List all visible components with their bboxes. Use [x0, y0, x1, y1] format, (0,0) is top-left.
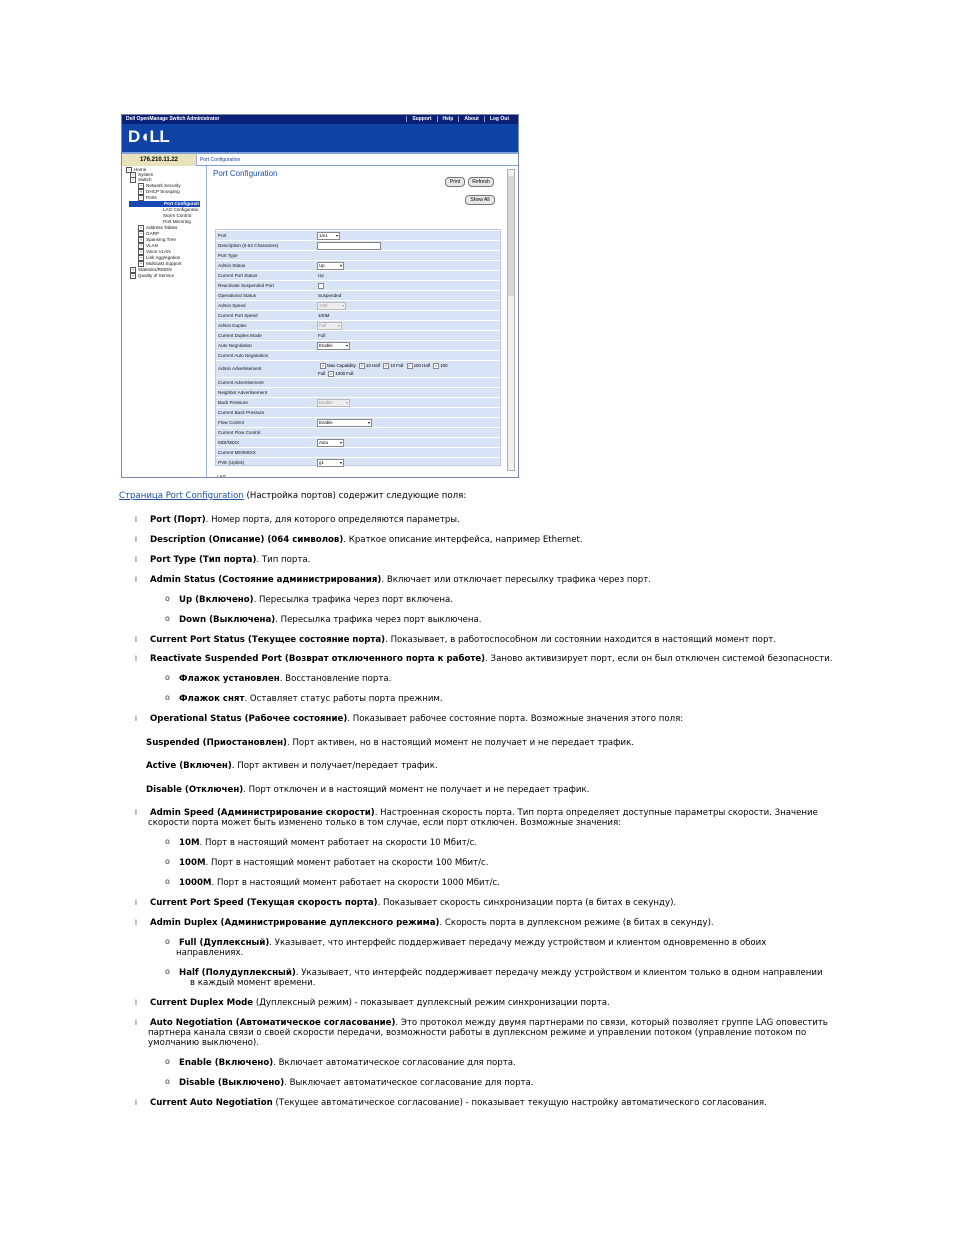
tree-item-switch[interactable]: − Switch [131, 177, 152, 182]
bullet-icon: l [135, 919, 137, 927]
tree-item-network-security[interactable]: + Network Security [139, 183, 181, 188]
check-icon[interactable]: ✓ [407, 362, 412, 368]
item-operational-status: Operational Status (Рабочее состояние). Показывает рабочее состояние порта. Возможные значения этого поля: [150, 714, 684, 724]
dell-logo: D◖LL [128, 127, 170, 146]
item-current-duplex-mode: Current Duplex Mode (Дуплексный режим) - показывает дуплексный режим синхронизации порта. [150, 998, 610, 1008]
form-row-current-flow-control: Current Flow Control [216, 427, 500, 438]
item-down: Down (Выключена). Пересылка трафика через порт выключена. [179, 615, 482, 625]
app-title: Dell OpenManage Switch Administrator [126, 116, 220, 122]
item-auto-negotiation-cont: партнера канала связи о своей скорости передачи, возможности работы в дуплексном режиме и управлении потоком (управление потоком по [148, 1028, 807, 1038]
scrollbar-thumb[interactable] [508, 176, 514, 296]
item-admin-duplex: Admin Duplex (Администрирование дуплексного режима). Скорость порта в дуплексном режиме (в битах в секунду). [150, 918, 714, 928]
tree-item-statistics-rmon[interactable]: + Statistics/RMON [131, 267, 172, 272]
tree-item-storm-control[interactable]: Storm Control [163, 213, 192, 218]
print-button[interactable]: Print [445, 177, 465, 187]
item-current-port-speed: Current Port Speed (Текущая скорость порта). Показывает скорость синхронизации порта (в битах в секунду). [150, 898, 677, 908]
switch-ui-screenshot [121, 114, 519, 478]
check-icon[interactable]: ✓ [434, 362, 438, 368]
form-row-current-port-status: Current Port Status Up [216, 270, 500, 281]
description-input[interactable] [317, 242, 381, 250]
item-10m: 10M. Порт в настоящий момент работает на скорости 10 Мбит/с. [179, 838, 478, 848]
bullet-icon: l [135, 715, 137, 723]
bullet-icon: o [165, 877, 170, 886]
check-icon[interactable]: ✓ [321, 362, 325, 368]
item-full-cont: направлениях. [176, 948, 244, 958]
bullet-icon: l [135, 636, 137, 644]
help-link[interactable]: Help [437, 116, 459, 122]
form-row-current-duplex-mode: Current Duplex Mode Full [216, 330, 500, 341]
bullet-icon: l [135, 809, 137, 817]
tree-item-address-tables[interactable]: + Address Tables [139, 225, 178, 230]
item-reactivate: Reactivate Suspended Port (Возврат отключенного порта к работе). Заново активизирует порт, если он был отключен системой безопасности. [150, 654, 833, 664]
bullet-icon: o [165, 937, 170, 946]
form-row-reactivate: Reactivate Suspended Port [216, 280, 500, 291]
advertisement-options: ✓ Max Capability ✓ 10 Half ✓ 10 Full ✓ 100 Half ✓ 100 Full ✓ 1000 Full [318, 362, 448, 376]
reactivate-checkbox[interactable] [318, 283, 324, 289]
port-select[interactable]: 1/e1 ▾ [317, 232, 340, 240]
tree-item-voice-vlan[interactable]: + Voice VLAN [139, 249, 171, 254]
form-row-operational-status: Operational Status Suspended [216, 290, 500, 301]
logo-band [122, 124, 518, 152]
expand-icon: + [139, 262, 143, 266]
expand-icon: + [139, 256, 143, 260]
item-up: Up (Включено). Пересылка трафика через порт включена. [179, 595, 454, 605]
item-1000m: 1000M. Порт в настоящий момент работает на скорости 1000 Мбит/с. [179, 878, 500, 888]
check-icon[interactable]: ✓ [360, 362, 364, 368]
bullet-icon: o [165, 614, 170, 623]
item-description: Description (Описание) (064 символов). Краткое описание интерфейса, например Ethernet. [150, 535, 583, 545]
tree-item-ports[interactable]: − Ports [139, 195, 157, 200]
expand-icon: + [139, 190, 143, 194]
bullet-icon: o [165, 693, 170, 702]
item-port-type: Port Type (Тип порта). Тип порта. [150, 555, 311, 565]
intro-paragraph: Страница Port Configuration (Настройка портов) содержит следующие поля: [119, 491, 467, 501]
form-row-current-port-speed: Current Port Speed 100M [216, 310, 500, 321]
bullet-icon: l [135, 655, 137, 663]
about-link[interactable]: About [458, 116, 483, 122]
item-flag-clear: Флажок снят. Оставляет статус работы порта прежним. [179, 694, 443, 704]
scrollbar[interactable] [507, 169, 515, 471]
support-link[interactable]: Support [406, 116, 436, 122]
tree-item-port-mirroring[interactable]: Port Mirroring [163, 219, 191, 224]
admin-duplex-select[interactable]: Full ▾ [317, 322, 342, 330]
bullet-icon: o [165, 1077, 170, 1086]
expand-icon: + [139, 184, 143, 188]
tree-item-dhcp-snooping[interactable]: + DHCP Snooping [139, 189, 180, 194]
expand-icon: + [139, 244, 143, 248]
form-row-back-pressure: Back Pressure Enable ▾ [216, 397, 500, 408]
collapse-icon: − [131, 178, 135, 182]
bullet-icon: l [135, 1099, 137, 1107]
form-row-current-advertisement: Current Advertisement [216, 377, 500, 388]
back-pressure-select[interactable]: Enable ▾ [317, 399, 350, 407]
bullet-icon: o [165, 857, 170, 866]
ip-address: 176.210.11.22 [122, 154, 197, 166]
expand-icon: + [139, 232, 143, 236]
port-configuration-link[interactable]: Страница Port Configuration [119, 491, 244, 501]
expand-icon: + [139, 250, 143, 254]
item-current-auto-negotiation: Current Auto Negotiation (Текущее автоматическое согласование) - показывает текущую настройку автоматического согласования. [150, 1098, 767, 1108]
item-suspended: Suspended (Приостановлен). Порт активен, но в настоящий момент не получает и не передает трафик. [146, 738, 635, 748]
tree-item-link-aggregation[interactable]: + Link Aggregation [139, 255, 181, 260]
bullet-icon: l [135, 556, 137, 564]
bullet-icon: l [135, 516, 137, 524]
mdi-mdix-select[interactable]: Auto ▾ [317, 439, 344, 447]
tree-item-system[interactable]: + System [131, 172, 154, 177]
expand-icon: + [139, 238, 143, 242]
top-bar [122, 115, 518, 124]
tree-item-quality-of-service[interactable]: + Quality of Service [131, 273, 174, 278]
flow-control-select[interactable]: Enable ▾ [317, 419, 372, 427]
item-disable-an: Disable (Выключено). Выключает автоматическое согласование для порта. [179, 1078, 534, 1088]
form-row-flow-control: Flow Control Enable ▾ [216, 417, 500, 428]
item-flag-set: Флажок установлен. Восстановление порта. [179, 674, 392, 684]
item-admin-speed-cont: скорости порта может быть изменено только в том случае, если порт отключен. Возможные значения: [148, 818, 622, 828]
page-title: Port Configuration [213, 169, 278, 178]
bullet-icon: o [165, 1057, 170, 1066]
form-row-current-back-pressure: Current Back Pressure [216, 407, 500, 418]
item-admin-status: Admin Status (Состояние администрирования). Включает или отключает пересылку трафика через порт. [150, 575, 651, 585]
collapse-icon: − [127, 168, 131, 172]
form-row-admin-status: Admin Status Up ▾ [216, 260, 500, 271]
bullet-icon: l [135, 1019, 137, 1027]
bullet-icon: l [135, 576, 137, 584]
item-full: Full (Дуплексный). Указывает, что интерфейс поддерживает передачу между устройством и клиентом одновременно в обоих [179, 938, 767, 948]
expand-icon: + [131, 268, 135, 272]
item-auto-negotiation: Auto Negotiation (Автоматическое согласование). Это протокол между двумя партнерами по связи, который позволяет группе LAG оповестить [150, 1018, 828, 1028]
nav-tree [122, 166, 207, 477]
tree-item-garp[interactable]: + GARP [139, 231, 160, 236]
expand-icon: + [131, 173, 135, 177]
bullet-icon: o [165, 837, 170, 846]
content-pane [208, 166, 518, 477]
form-row-port-type: Port Type [216, 250, 500, 261]
breadcrumb[interactable]: Port Configuration [200, 157, 241, 163]
bullet-icon: l [135, 899, 137, 907]
tree-item-port-configuration[interactable]: Port Configurati [129, 201, 200, 207]
admin-status-select[interactable]: Up ▾ [317, 262, 344, 270]
form-row-description: Description (0-64 Characters) [216, 240, 500, 251]
item-auto-negotiation-cont2: умолчанию выключено). [148, 1038, 259, 1048]
top-links [406, 116, 514, 122]
form-row-current-mdi-mdix: Current MDI/MDIX [216, 447, 500, 458]
logout-link[interactable]: Log Out [484, 116, 514, 122]
item-100m: 100M. Порт в настоящий момент работает на скорости 100 Мбит/с. [179, 858, 489, 868]
form-row-port: Port 1/e1 ▾ [216, 230, 500, 241]
form-row-auto-negotiation: Auto Negotiation Enable ▾ [216, 340, 500, 351]
tree-item-home[interactable]: − Home [127, 167, 147, 172]
form-row-mdi-mdix: MDI/MDIX Auto ▾ [216, 437, 500, 448]
expand-icon: + [131, 274, 135, 278]
item-current-port-status: Current Port Status (Текущее состояние порта). Показывает, в работоспособном ли состоянии находится в настоящий момент порт. [150, 635, 777, 645]
pve-select[interactable]: g1 ▾ [317, 459, 344, 467]
form-row-admin-duplex: Admin Duplex Full ▾ [216, 320, 500, 331]
form-row-neighbor-advertisement: Neighbor Advertisement [216, 387, 500, 398]
form-row-pve: PVE (Uplink) g1 ▾ [216, 457, 500, 468]
item-half-cont: в каждый момент времени. [190, 978, 316, 988]
lag-label: LAG [217, 474, 227, 478]
admin-speed-select[interactable]: 10M ▾ [317, 302, 346, 310]
tree-item-spanning-tree[interactable]: + Spanning Tree [139, 237, 176, 242]
bullet-icon: l [135, 536, 137, 544]
form-row-current-auto-negotiation: Current Auto Negotiation [216, 350, 500, 361]
port-config-form [215, 229, 501, 466]
tree-item-lag-configuration[interactable]: LAG Configuratio [163, 207, 199, 212]
tree-item-multicast-support[interactable]: + Multicast Support [139, 261, 182, 266]
tree-item-vlan[interactable]: + VLAN [139, 243, 159, 248]
item-enable: Enable (Включено). Включает автоматическое согласование для порта. [179, 1058, 516, 1068]
collapse-icon: − [139, 196, 143, 200]
item-half: Half (Полудуплексный). Указывает, что интерфейс поддерживает передачу между устройством и клиентом только в одном направлении [179, 968, 823, 978]
bullet-icon: o [165, 673, 170, 682]
show-all-button[interactable]: Show All [465, 195, 495, 205]
item-active: Active (Включен). Порт активен и получает/передает трафик. [146, 761, 438, 771]
item-disable: Disable (Отключен). Порт отключен и в настоящий момент не получает и не передает трафик. [146, 785, 590, 795]
bullet-icon: l [135, 999, 137, 1007]
check-icon[interactable]: ✓ [384, 362, 388, 368]
bullet-icon: o [165, 967, 170, 976]
refresh-button[interactable]: Refresh [468, 177, 494, 187]
form-row-admin-advertisement: Admin Advertisement ✓ Max Capability ✓ 10 Half ✓ 10 Full ✓ 100 Half ✓ 100 Full ✓ 1000 Full [216, 360, 500, 378]
auto-negotiation-select[interactable]: Enable ▾ [317, 342, 350, 350]
check-icon[interactable]: ✓ [329, 370, 333, 376]
item-admin-speed: Admin Speed (Администрирование скорости). Настроенная скорость порта. Тип порта определяет доступные параметры скорости. Значение [150, 808, 818, 818]
bullet-icon: o [165, 594, 170, 603]
expand-icon: + [139, 226, 143, 230]
item-port: Port (Порт). Номер порта, для которого определяются параметры. [150, 515, 460, 525]
form-row-admin-speed: Admin Speed 10M ▾ [216, 300, 500, 311]
